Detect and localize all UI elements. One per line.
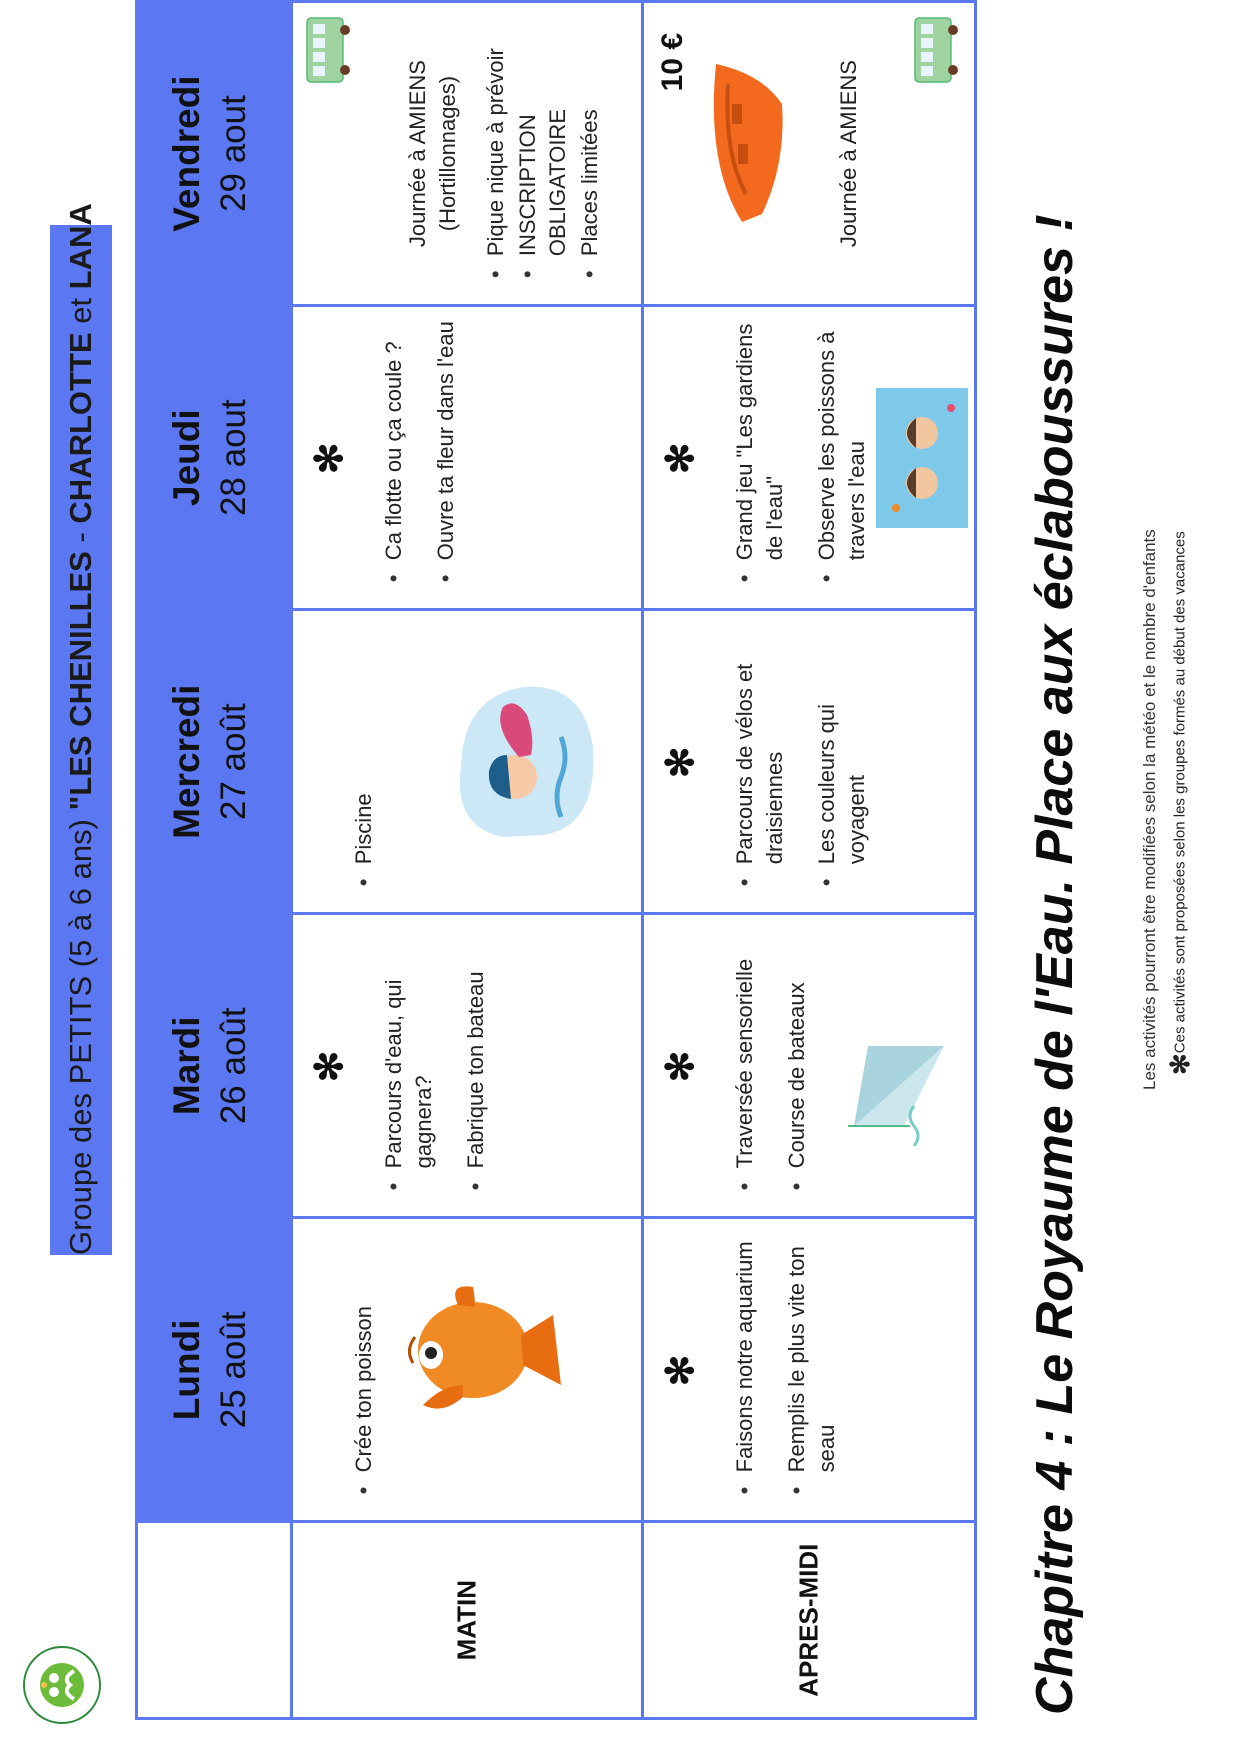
banner-group: Groupe des PETITS xyxy=(63,975,98,1255)
fri-pm-title: Journée à AMIENS xyxy=(836,60,861,248)
activity-item: • Observe les poissons à travers l'eau xyxy=(812,307,872,560)
day-date: 29 aout xyxy=(214,95,253,212)
day-date: 28 aout xyxy=(214,399,253,517)
cell-wed-am xyxy=(292,610,643,914)
banner-name: "LES CHENILLES xyxy=(63,551,98,811)
activity-item: • Ouvre ta fleur dans l'eau xyxy=(431,307,461,560)
day-header-tue xyxy=(137,914,292,1218)
centre-social-logo xyxy=(22,1645,102,1725)
chapter-title: Chapitre 4 : Le Royaume de l'Eau. Place aux éclaboussures ! xyxy=(1026,214,1084,1715)
sailboat-icon xyxy=(844,1026,954,1146)
fri-am-title: Journée à AMIENS xyxy=(405,60,430,248)
row-label-cell xyxy=(292,1522,643,1719)
cell-mon-pm xyxy=(643,1218,976,1522)
special-marker: ✻ xyxy=(309,442,351,475)
afternoon-row xyxy=(643,2,976,1719)
swimmer-icon xyxy=(443,677,603,847)
day-date: 27 août xyxy=(214,703,253,821)
footer-note: Les activités pourront être modifiées selon la météo et le nombre d'enfants xyxy=(1140,529,1159,1090)
morning-label: MATIN xyxy=(451,1580,482,1661)
activity-item: • Grand jeu "Les gardiens de l'eau" xyxy=(730,307,790,560)
activity-item: • Pique nique à prévoir xyxy=(481,3,511,256)
goldfish-icon xyxy=(403,1275,563,1425)
activity-item: • Fabrique ton bateau xyxy=(461,915,491,1168)
special-marker: ✻ xyxy=(309,1050,351,1083)
day-header-wed xyxy=(137,610,292,914)
fri-am-subtitle: (Hortillonnages) xyxy=(435,75,460,232)
morning-row xyxy=(292,2,643,1719)
header-row xyxy=(137,2,292,1719)
cell-fri-am xyxy=(292,2,643,306)
cell-thu-am xyxy=(292,306,643,610)
corner-cell xyxy=(137,1522,292,1719)
day-name: Lundi xyxy=(166,1319,207,1421)
banner-leader2: LANA xyxy=(63,203,98,290)
activity-item: • Les couleurs qui voyagent xyxy=(812,611,872,864)
day-name: Vendredi xyxy=(166,75,207,232)
cell-wed-pm xyxy=(643,610,976,914)
banner-ages: (5 à 6 ans) xyxy=(63,819,98,968)
day-name: Mercredi xyxy=(166,684,207,839)
cell-tue-pm xyxy=(643,914,976,1218)
day-name: Jeudi xyxy=(166,409,207,506)
group-banner xyxy=(50,203,112,1255)
schedule-table xyxy=(135,0,977,1720)
special-marker: ✻ xyxy=(660,442,702,475)
banner-sep: - xyxy=(63,523,98,552)
activity-item: • Piscine xyxy=(349,611,379,864)
activity-item: • Remplis le plus vite ton seau xyxy=(782,1219,842,1472)
day-header-fri xyxy=(137,2,292,306)
boat-icon xyxy=(702,54,792,224)
activity-item: • Ca flotte ou ça coule ? xyxy=(379,307,409,560)
day-date: 25 août xyxy=(214,1311,253,1429)
aquarium-kids-icon xyxy=(876,388,968,528)
price-label: 10 € xyxy=(656,33,689,92)
special-marker: ✻ xyxy=(660,746,702,779)
row-label-cell xyxy=(643,1522,976,1719)
activity-item: • Parcours de vélos et draisiennes xyxy=(730,611,790,864)
day-header-thu xyxy=(137,306,292,610)
activity-item: • Parcours d'eau, qui gagnera? xyxy=(379,915,439,1168)
special-marker: ✻ xyxy=(660,1050,702,1083)
footer-legend-text: Ces activités sont proposées selon les groupes formés au début des vacances xyxy=(1171,531,1189,1054)
train-icon xyxy=(909,14,961,84)
cell-mon-am xyxy=(292,1218,643,1522)
legend-marker: ✻ xyxy=(1165,1053,1195,1075)
day-date: 26 août xyxy=(214,1007,253,1125)
activity-item: • INSCRIPTION OBLIGATOIRE xyxy=(513,3,573,256)
activity-item: • Faisons notre aquarium xyxy=(730,1219,760,1472)
cell-thu-pm xyxy=(643,306,976,610)
day-name: Mardi xyxy=(166,1016,207,1116)
activity-item: • Places limitées xyxy=(575,3,605,256)
cell-fri-pm xyxy=(643,2,976,306)
afternoon-label: APRES-MIDI xyxy=(793,1543,824,1697)
banner-and: et xyxy=(63,289,98,333)
day-header-mon xyxy=(137,1218,292,1522)
special-marker: ✻ xyxy=(660,1354,702,1387)
footer-legend xyxy=(1165,531,1196,1075)
activity-item: • Crée ton poisson xyxy=(349,1219,379,1472)
cell-tue-am xyxy=(292,914,643,1218)
activity-item: • Traversée sensorielle xyxy=(730,915,760,1168)
banner-leader1: CHARLOTTE xyxy=(63,332,98,524)
activity-item: • Course de bateaux xyxy=(782,915,812,1168)
train-icon xyxy=(301,14,353,84)
